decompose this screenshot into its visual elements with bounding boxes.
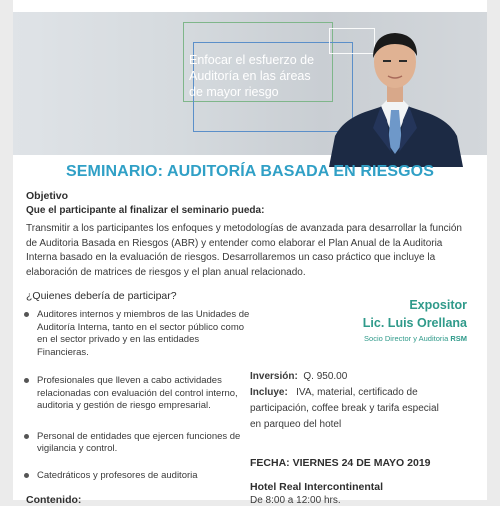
hero-banner — [13, 12, 487, 155]
objective-body: Transmitir a los participantes los enfoques y metodologías de avanzada para desarrollar la función de Auditoria Basada en Riesgos (ABR) y entender como elaborar el Plan Anual de la Auditoria Interna basado en la evaluación de riesgos. Desarrollaremos un caso práctico que incluye la elaboración de matrices de riesgos y el plan anual relacionado. — [26, 223, 462, 278]
speaker-role-text: Socio Director y Auditoria — [364, 334, 449, 343]
objective-label: Objetivo — [26, 190, 69, 202]
event-venue: Hotel Real Intercontinental — [250, 481, 384, 493]
list-item — [22, 470, 252, 483]
includes-text-3: en parqueo del hotel — [250, 419, 342, 430]
list-item-text: Catedráticos y profesores de auditoria — [37, 469, 198, 481]
bullet-icon — [24, 434, 29, 439]
includes-text-2: participación, coffee break y tarifa especial — [250, 403, 439, 414]
hero-line-1: Enfocar el esfuerzo de — [189, 53, 315, 67]
speaker-photo — [325, 24, 465, 167]
seminar-flyer — [13, 0, 487, 506]
investment-line — [250, 369, 470, 385]
hero-line-2: Auditoría en las áreas — [189, 69, 311, 83]
includes-label: Incluye: — [250, 387, 288, 398]
speaker-name: Lic. Luis Orellana — [362, 316, 467, 330]
event-time: De 8:00 a 12:00 hrs. — [250, 495, 341, 506]
pricing-info — [250, 369, 470, 433]
list-item-text: Auditores internos y miembros de las Unidades de Auditoría Interna, tanto en el sector público como en el sector privado y en las entidades Financieras. — [37, 309, 250, 358]
includes-line — [250, 385, 470, 401]
objective-subtitle: Que el participante al finalizar el seminario pueda: — [26, 205, 265, 216]
bullet-icon — [24, 312, 29, 317]
speaker-role — [363, 334, 467, 343]
hero-line-3: de mayor riesgo — [189, 85, 279, 99]
includes-text-1: IVA, material, certificado de — [296, 387, 418, 398]
investment-label: Inversión: — [250, 371, 298, 382]
speaker-firm: RSM — [450, 334, 467, 343]
investment-value: Q. 950.00 — [303, 371, 348, 382]
list-item — [22, 375, 252, 413]
content-heading: Contenido: — [26, 494, 82, 506]
list-item — [22, 309, 252, 359]
speaker-label: Expositor — [409, 298, 467, 312]
event-date: FECHA: VIERNES 24 DE MAYO 2019 — [250, 457, 431, 469]
seminar-title: SEMINARIO: AUDITORÍA BASADA EN RIESGOS — [66, 163, 434, 180]
list-item-text: Profesionales que lleven a cabo actividades relacionadas con evaluación del control interno, auditoria y gestión de riesgo empresarial. — [37, 375, 238, 411]
participants-heading: ¿Quienes debería de participar? — [26, 290, 177, 302]
participants-list — [22, 309, 252, 482]
speaker-block — [363, 298, 467, 343]
list-item-text: Personal de entidades que ejercen funciones de vigilancia y control. — [37, 430, 241, 454]
hero-overlay-text — [189, 52, 339, 100]
list-item — [22, 431, 252, 456]
bullet-icon — [24, 473, 29, 478]
bullet-icon — [24, 378, 29, 383]
